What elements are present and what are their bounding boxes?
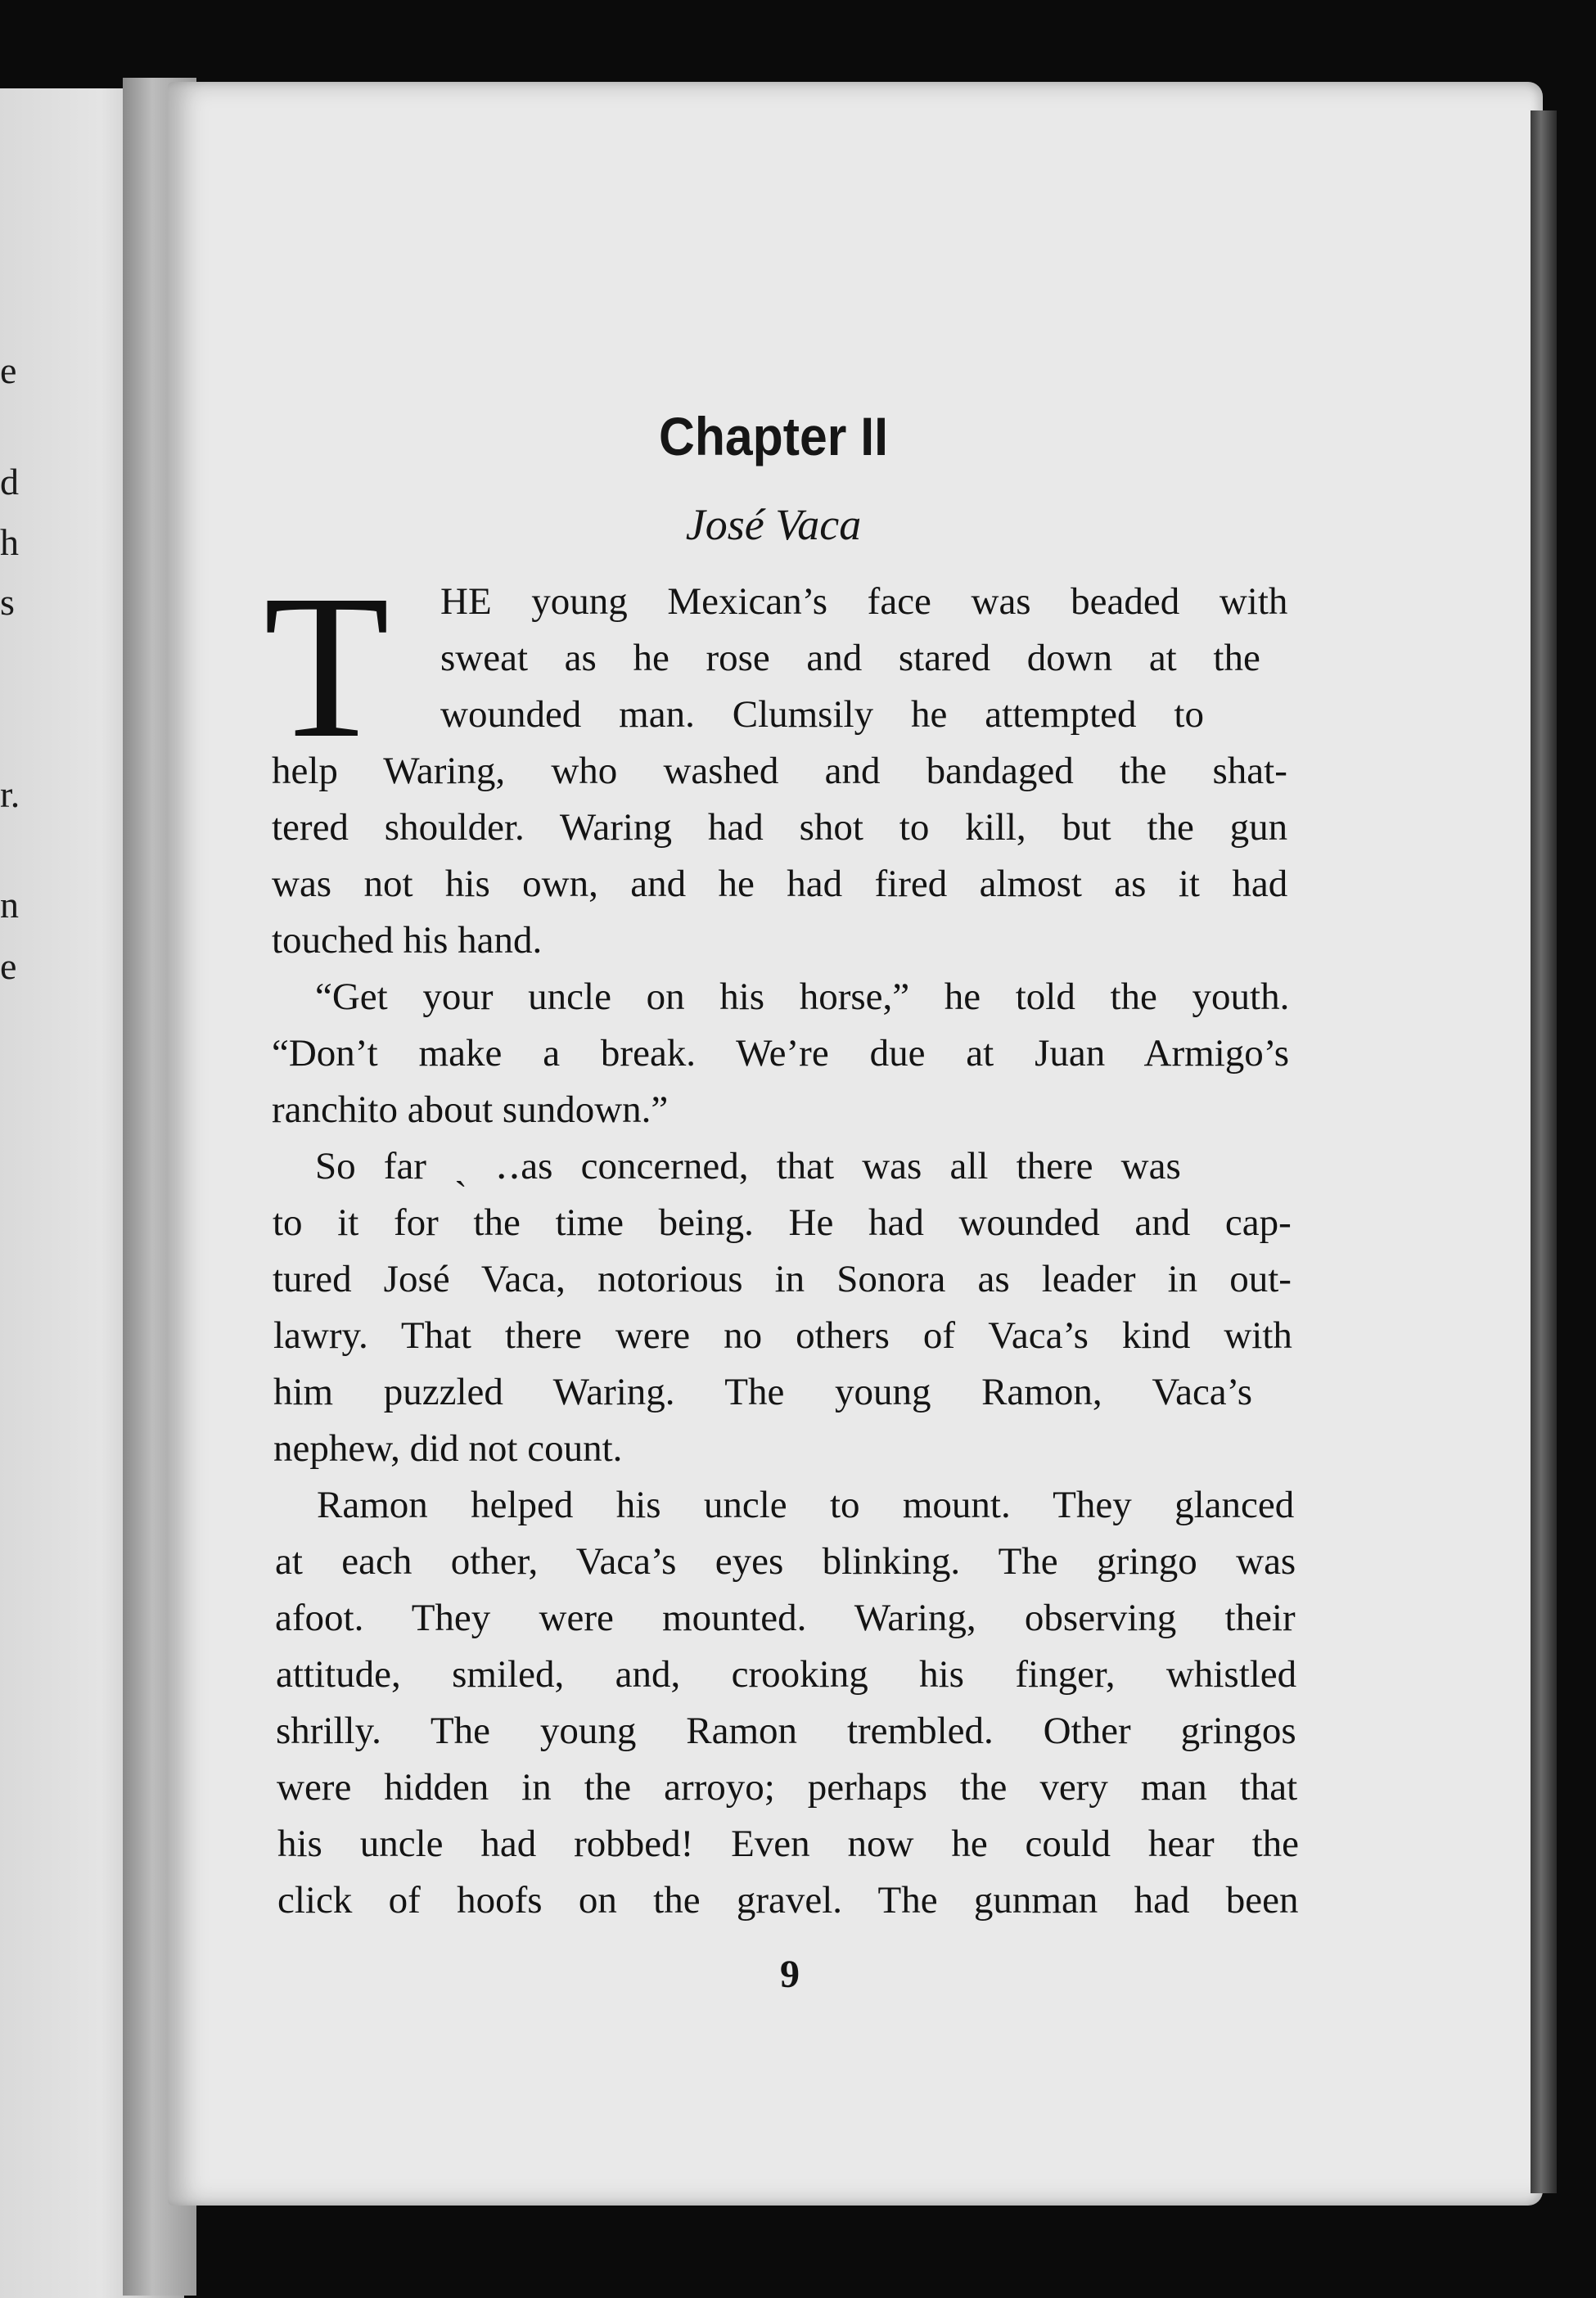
left-page-fragment: s bbox=[0, 581, 15, 623]
text-line: “Don’t make a break. We’re due at Juan Armigo’s bbox=[272, 1032, 1290, 1075]
text-line: shrilly. The young Ramon trembled. Other gringos bbox=[276, 1710, 1296, 1752]
text-line: at each other, Vaca’s eyes blinking. The gringo was bbox=[275, 1540, 1296, 1583]
text-line: help Waring, who washed and bandaged the shat- bbox=[272, 750, 1287, 792]
text-line: So far ˏ ․․as concerned, that was all there was bbox=[315, 1145, 1181, 1187]
left-page-fragment: e bbox=[0, 945, 17, 987]
text-line: “Get your uncle on his horse,” he told the youth. bbox=[315, 976, 1290, 1018]
left-page-fragment: r. bbox=[0, 773, 20, 815]
text-line: sweat as he rose and stared down at the bbox=[440, 637, 1260, 679]
drop-cap: T bbox=[264, 552, 390, 781]
text-line: him puzzled Waring. The young Ramon, Vaca’s bbox=[273, 1371, 1253, 1413]
left-page-fragment: e bbox=[0, 349, 17, 391]
text-line: afoot. They were mounted. Waring, observing their bbox=[275, 1597, 1296, 1639]
text-line: were hidden in the arroyo; perhaps the very man that bbox=[277, 1766, 1298, 1809]
page-edge-shadow bbox=[1531, 110, 1557, 2193]
text-line: was not his own, and he had fired almost as it had bbox=[272, 863, 1288, 905]
text-line: click of hoofs on the gravel. The gunman had been bbox=[277, 1879, 1299, 1922]
text-line: HE young Mexican’s face was beaded with bbox=[440, 580, 1288, 623]
text-line: Ramon helped his uncle to mount. They glanced bbox=[317, 1484, 1295, 1526]
chapter-title: Chapter II bbox=[658, 406, 889, 466]
text-line: his uncle had robbed! Even now he could hear the bbox=[277, 1823, 1299, 1865]
chapter-subtitle: José Vaca bbox=[685, 500, 862, 549]
text-line: nephew, did not count. bbox=[273, 1427, 623, 1470]
text-line: tered shoulder. Waring had shot to kill, but the gun bbox=[272, 806, 1288, 849]
page-number: 9 bbox=[780, 1953, 800, 1996]
text-line: lawry. That there were no others of Vaca’s kind with bbox=[273, 1314, 1292, 1357]
text-line: tured José Vaca, notorious in Sonora as leader in out- bbox=[273, 1258, 1292, 1300]
text-line: ranchito about sundown.” bbox=[272, 1088, 669, 1131]
text-line: to it for the time being. He had wounded and cap- bbox=[273, 1201, 1292, 1244]
left-page-fragment: h bbox=[0, 521, 19, 563]
left-page-fragment: d bbox=[0, 461, 19, 502]
text-line: attitude, smiled, and, crooking his finger, whistled bbox=[276, 1653, 1297, 1696]
text-line: touched his hand. bbox=[272, 919, 543, 962]
text-line: wounded man. Clumsily he attempted to bbox=[440, 693, 1204, 736]
left-page-fragment: n bbox=[0, 884, 19, 926]
